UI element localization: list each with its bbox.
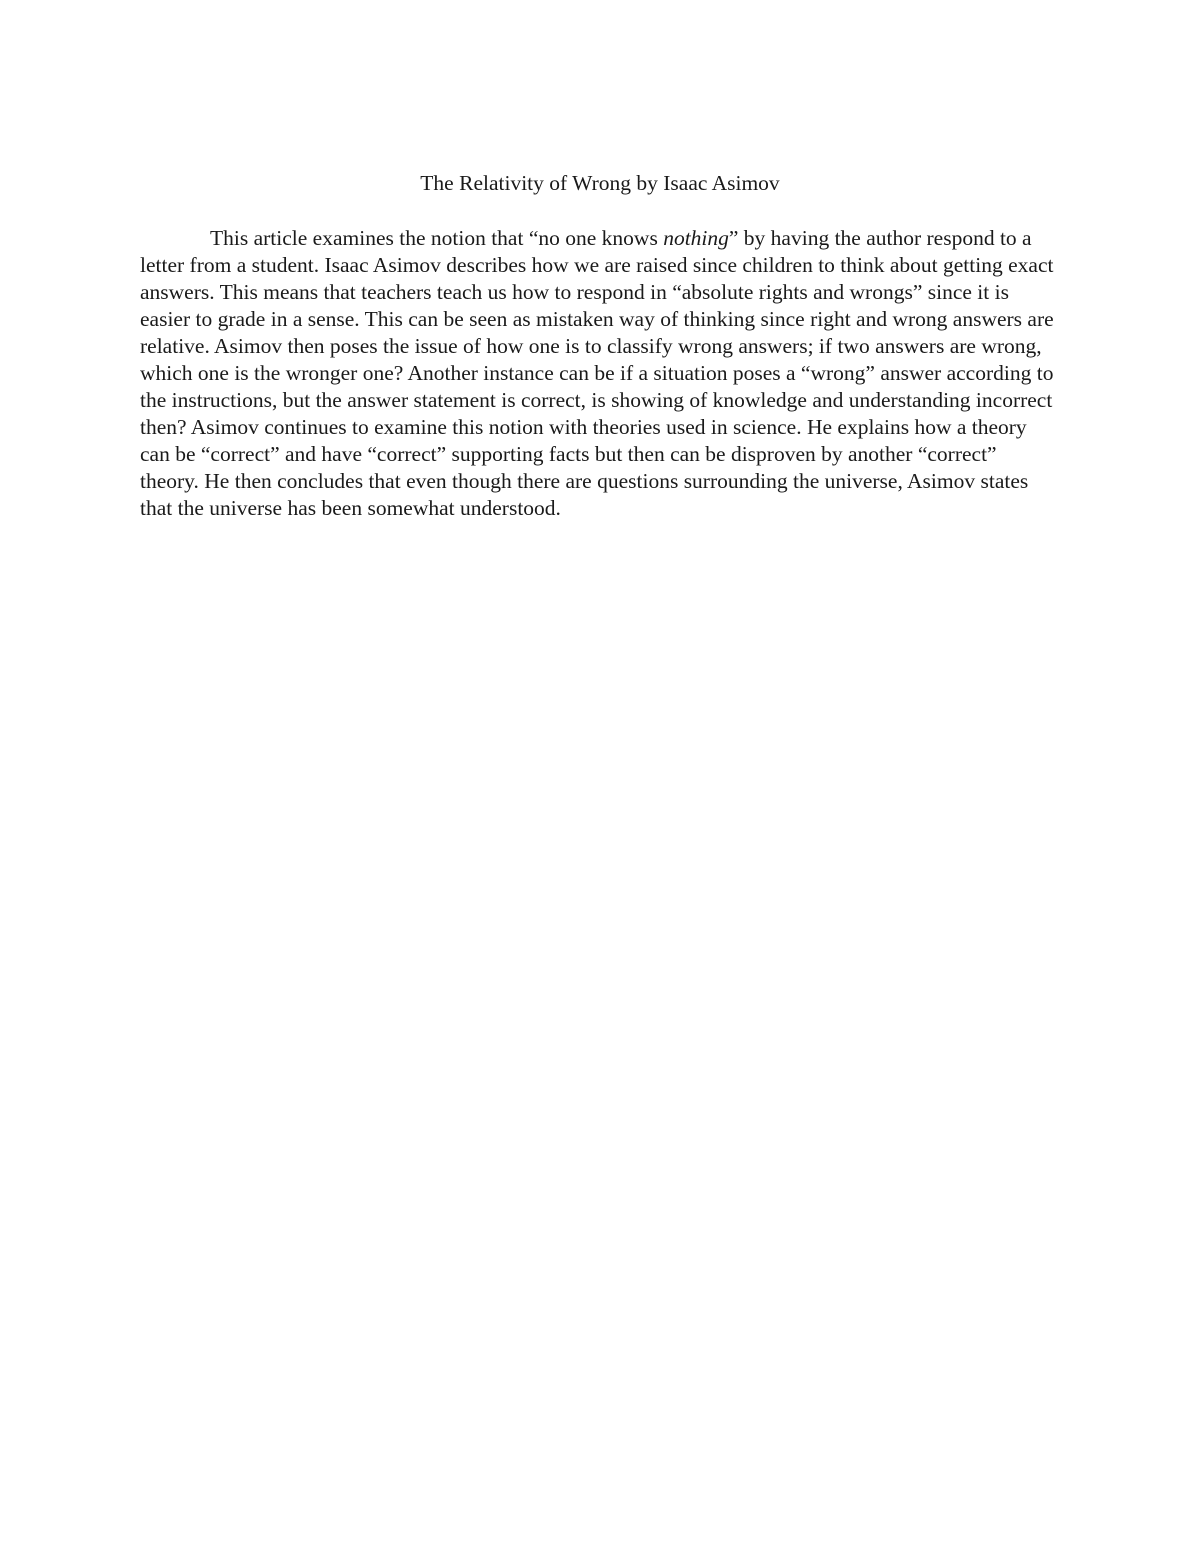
- emphasized-word: nothing: [663, 226, 729, 250]
- paragraph-text-rest: ” by having the author respond to a letter from a student. Isaac Asimov describes how we are raised since children to think about getting exact answers. This means that teachers teach us how to respond in “absolute rights and wrongs” since it is easier to grade in a sense. This can be seen as mistaken way of thinking since right and wrong answers are relative. Asimov then poses the issue of how one is to classify wrong answers; if two answers are wrong, which one is the wronger one? Another instance can be if a situation poses a “wrong” answer according to the instructions, but the answer statement is correct, is showing of knowledge and understanding incorrect then? Asimov continues to examine this notion with theories used in science. He explains how a theory can be “correct” and have “correct” supporting facts but then can be disproven by another “correct” theory. He then concludes that even though there are questions surrounding the universe, Asimov states that the universe has been somewhat understood.: [140, 226, 1054, 520]
- document-title: The Relativity of Wrong by Isaac Asimov: [420, 171, 780, 195]
- paragraph-text-start: This article examines the notion that “no one knows: [210, 226, 664, 250]
- body-paragraph: [140, 225, 1060, 522]
